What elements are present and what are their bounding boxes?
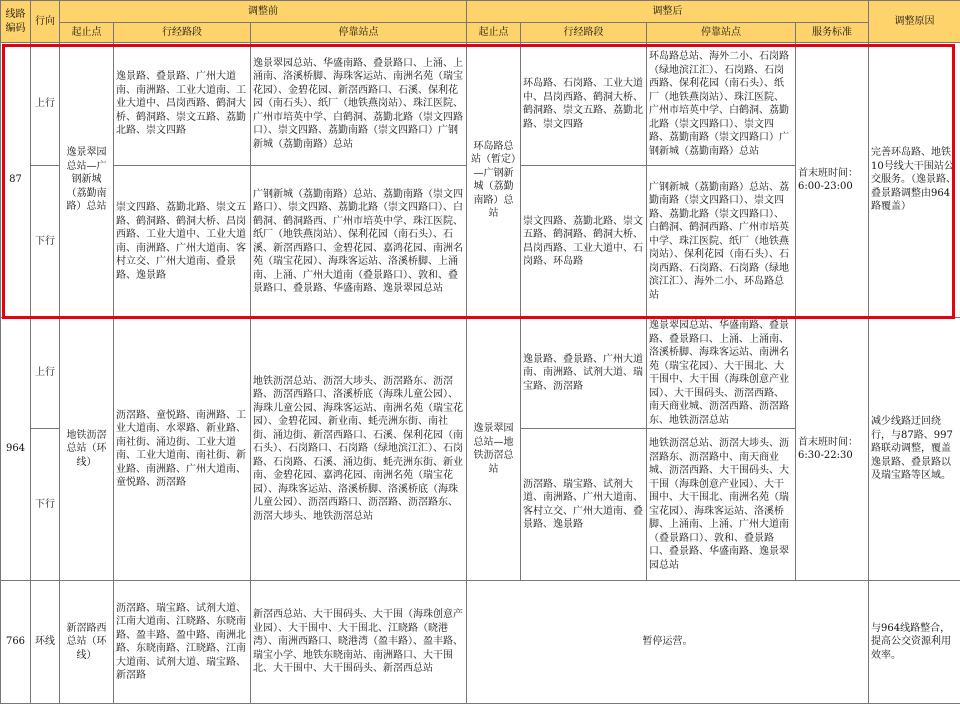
direction-up-964: 上行 [31,318,60,429]
stops-before-87-up: 逸景翠园总站、华盛南路、叠景路口、上涌、上涌南、洛溪桥脚、海珠客运站、南洲名苑（瑞宝花园）、金碧花园、新滘西路口、石溪、保利花园（南石头）、纸厂（地铁燕岗站）、珠江医院、广州市培英中学、白鹤洞、荔勤北路（崇文四路口）、崇文四路、荔勤南路（崇文四路口）广钢新城（荔勤南路）总站 [251,43,467,166]
stops-before-87-down: 广钢新城（荔勤南路）总站、荔勤南路（崇文四路口）、崇文四路、荔勤北路（崇文四路口）、白鹤洞、鹤洞路西、广州市培英中学、珠江医院、纸厂（地铁燕岗站）、保利花园（南石头）、石溪、新滘西路口、金碧花园、嘉鸿花园、南洲名苑（瑞宝花园）、海珠客运站、洛溪桥脚、上涌南、上涌、广州大道南（叠景路口）、敦和、叠景路口、叠景路、华盛南路、逸景翠园总站 [251,166,467,318]
direction-down-964: 下行 [31,429,60,581]
header-stops-after: 停靠站点 [647,23,796,43]
route-before-87-down: 崇文四路、荔勤北路、崇文五路、鹤洞路、鹤洞大桥、昌岗西路、工业大道中、工业大道南、南洲路、广州大道南、客村立交、广州大道南、叠景路、逸景路 [114,166,251,318]
terminal-after-87: 环岛路总站（暂定）—广钢新城（荔勤南路）总站 [467,43,521,318]
route-before-87-up: 逸景路、叠景路、广州大道南、南洲路、工业大道南、工业大道中、昌岗西路、鹤洞大桥、鹤洞路、崇文五路、荔勤北路、崇文四路 [114,43,251,166]
line-code-87: 87 [1,43,31,318]
header-route-after: 行经路段 [521,23,647,43]
direction-up: 上行 [31,43,60,166]
stops-before-766: 新滘西总站、大干围码头、大干围（海珠创意产业园）、大干围中、大干围北、江晓路（晓港湾）、南洲西路口、晓港湾（盈丰路）、盈丰路、瑞宝小学、地铁东晓南站、南洲路口、大干围北、大干围中、大干围码头、新滘西总站 [251,581,467,704]
stops-after-87-down: 广钢新城（荔勤南路）总站、荔勤南路（崇文四路口）、崇文四路、荔勤北路（崇文四路口）、白鹤洞、鹤洞西路、广州市培英中学、珠江医院、纸厂（地铁燕岗站）、保利花园（南石头）、石岗西路、石岗路、石岗路（绿地滨江汇）、海外二小、环岛路总站 [647,166,796,318]
stops-after-87-up: 环岛路总站、海外二小、石岗路（绿地滨江汇）、石岗路、石岗西路、保利花园（南石头）、纸厂（地铁燕岗站）、珠江医院、广州市培英中学、白鹤洞、荔勤北路（崇文四路口）、崇文四路、荔勤南路（崇文四路口）广钢新城（荔勤南路）总站 [647,43,796,166]
line-code-964: 964 [1,318,31,581]
service-964: 首末班时间：6:30-22:30 [796,318,869,581]
stops-before-964: 地铁沥滘总站、沥滘大埗头、沥滘路东、沥滘路、沥滘西路口、洛溪桥底（海珠儿童公园）、海珠儿童公园、海珠客运站、南洲名苑（瑞宝花园）、金碧花园、新业南、蚝壳洲东街、南社街、涌边街、新滘西路口、石溪、保利花园（南石头）、石岗路口、石岗路（绿地滨江汇）、石岗路、石岗路、石溪、涌边街、蚝壳洲东街、新业南、金碧花园、嘉鸿花园、南洲名苑（瑞宝花园）、海珠客运站、洛溪桥脚、洛溪桥底（海珠儿童公园）、沥滘西路口、沥滘路、沥滘路东、沥滘大埗头、地铁沥滘总站 [251,318,467,581]
route-after-87-up: 环岛路、石岗路、工业大道中、昌岗西路、鹤洞大桥、鹤洞路、崇文五路、荔勤北路、崇文四路 [521,43,647,166]
table-row [1,581,960,704]
service-87: 首末班时间：6:00-23:00 [796,43,869,318]
terminal-before-964: 地铁沥滘总站（环线） [60,318,114,581]
header-line-code: 线路编码 [1,1,31,43]
direction-down: 下行 [31,166,60,318]
stops-after-964-down: 地铁沥滘总站、沥滘大埗头、沥滘路东、沥滘路中、南天商业城、沥滘西路、大干围码头、大干围（海珠创意产业园）、大干围中、大干围北、南洲名苑（瑞宝花园）、海珠客运站、洛溪桥脚、上涌南、上涌、广州大道南（叠景路口）、敦和、叠景路口、叠景路、华盛南路、逸景翠园总站 [647,429,796,581]
header-stops: 停靠站点 [251,23,467,43]
route-after-964-down: 沥滘路、瑞宝路、试剂大道、南洲路、广州大道南、客村立交、广州大道南、叠景路、逸景路 [521,429,647,581]
terminal-before-766: 新滘路西总站（环线） [60,581,114,704]
terminal-after-964: 逸景翠园总站—地铁沥滘总站 [467,318,521,581]
route-before-964: 沥滘路、童悦路、南洲路、工业大道南、水翠路、新业路、南社街、涌边街、工业大道南、工业大道南、南社街、新业路、南洲路、广州大道南、童悦路、沥滘路 [114,318,251,581]
suspended-766: 暂停运营。 [467,581,869,704]
table-row [1,43,960,166]
header-after: 调整后 [467,1,869,23]
header-service: 服务标准 [796,23,869,43]
route-after-87-down: 崇文四路、荔勤北路、崇文五路、鹤洞路、鹤洞大桥、昌岗西路、工业大道中、石岗路、环岛路 [521,166,647,318]
header-terminal: 起止点 [60,23,114,43]
header-route: 行经路段 [114,23,251,43]
stops-after-964-up: 逸景翠园总站、华盛南路、叠景路、叠景路口、上涌、上涌南、洛溪桥脚、海珠客运站、南洲名苑（瑞宝花园）、大干围北、大干围中、大干围（海珠创意产业园）、大干围码头、沥滘西路、南天商业城、沥滘西路、沥滘路东、地铁沥滘总站 [647,318,796,429]
terminal-before-87: 逸景翠园总站—广钢新城（荔勤南路）总站 [60,43,114,318]
route-after-964-up: 逸景路、叠景路、广州大道南、南洲路、试剂大道、瑞宝路、沥滘路 [521,318,647,429]
header-reason: 调整原因 [869,1,960,43]
header-direction: 行向 [31,1,60,43]
route-before-766: 沥滘路、瑞宝路、试剂大道、江南大道南、江晓路、东晓南路、盈丰路、盈中路、南洲北路、东晓南路、江晓路、江南大道南、试剂大道、瑞宝路、新滘路 [114,581,251,704]
line-code-766: 766 [1,581,31,704]
header-terminal-after: 起止点 [467,23,521,43]
direction-loop-766: 环线 [31,581,60,704]
reason-766: 与964线路整合，提高公交资源利用效率。 [869,581,960,704]
header-before: 调整前 [60,1,467,23]
reason-964: 减少线路迂回绕行，与87路、997路联动调整，覆盖逸景路、叠景路以及瑞宝路等区域。 [869,318,960,581]
table-row [1,318,960,429]
reason-87: 完善环岛路、地铁10号线大干围站公交服务。（逸景路、叠景路调整由964路覆盖） [869,43,960,318]
